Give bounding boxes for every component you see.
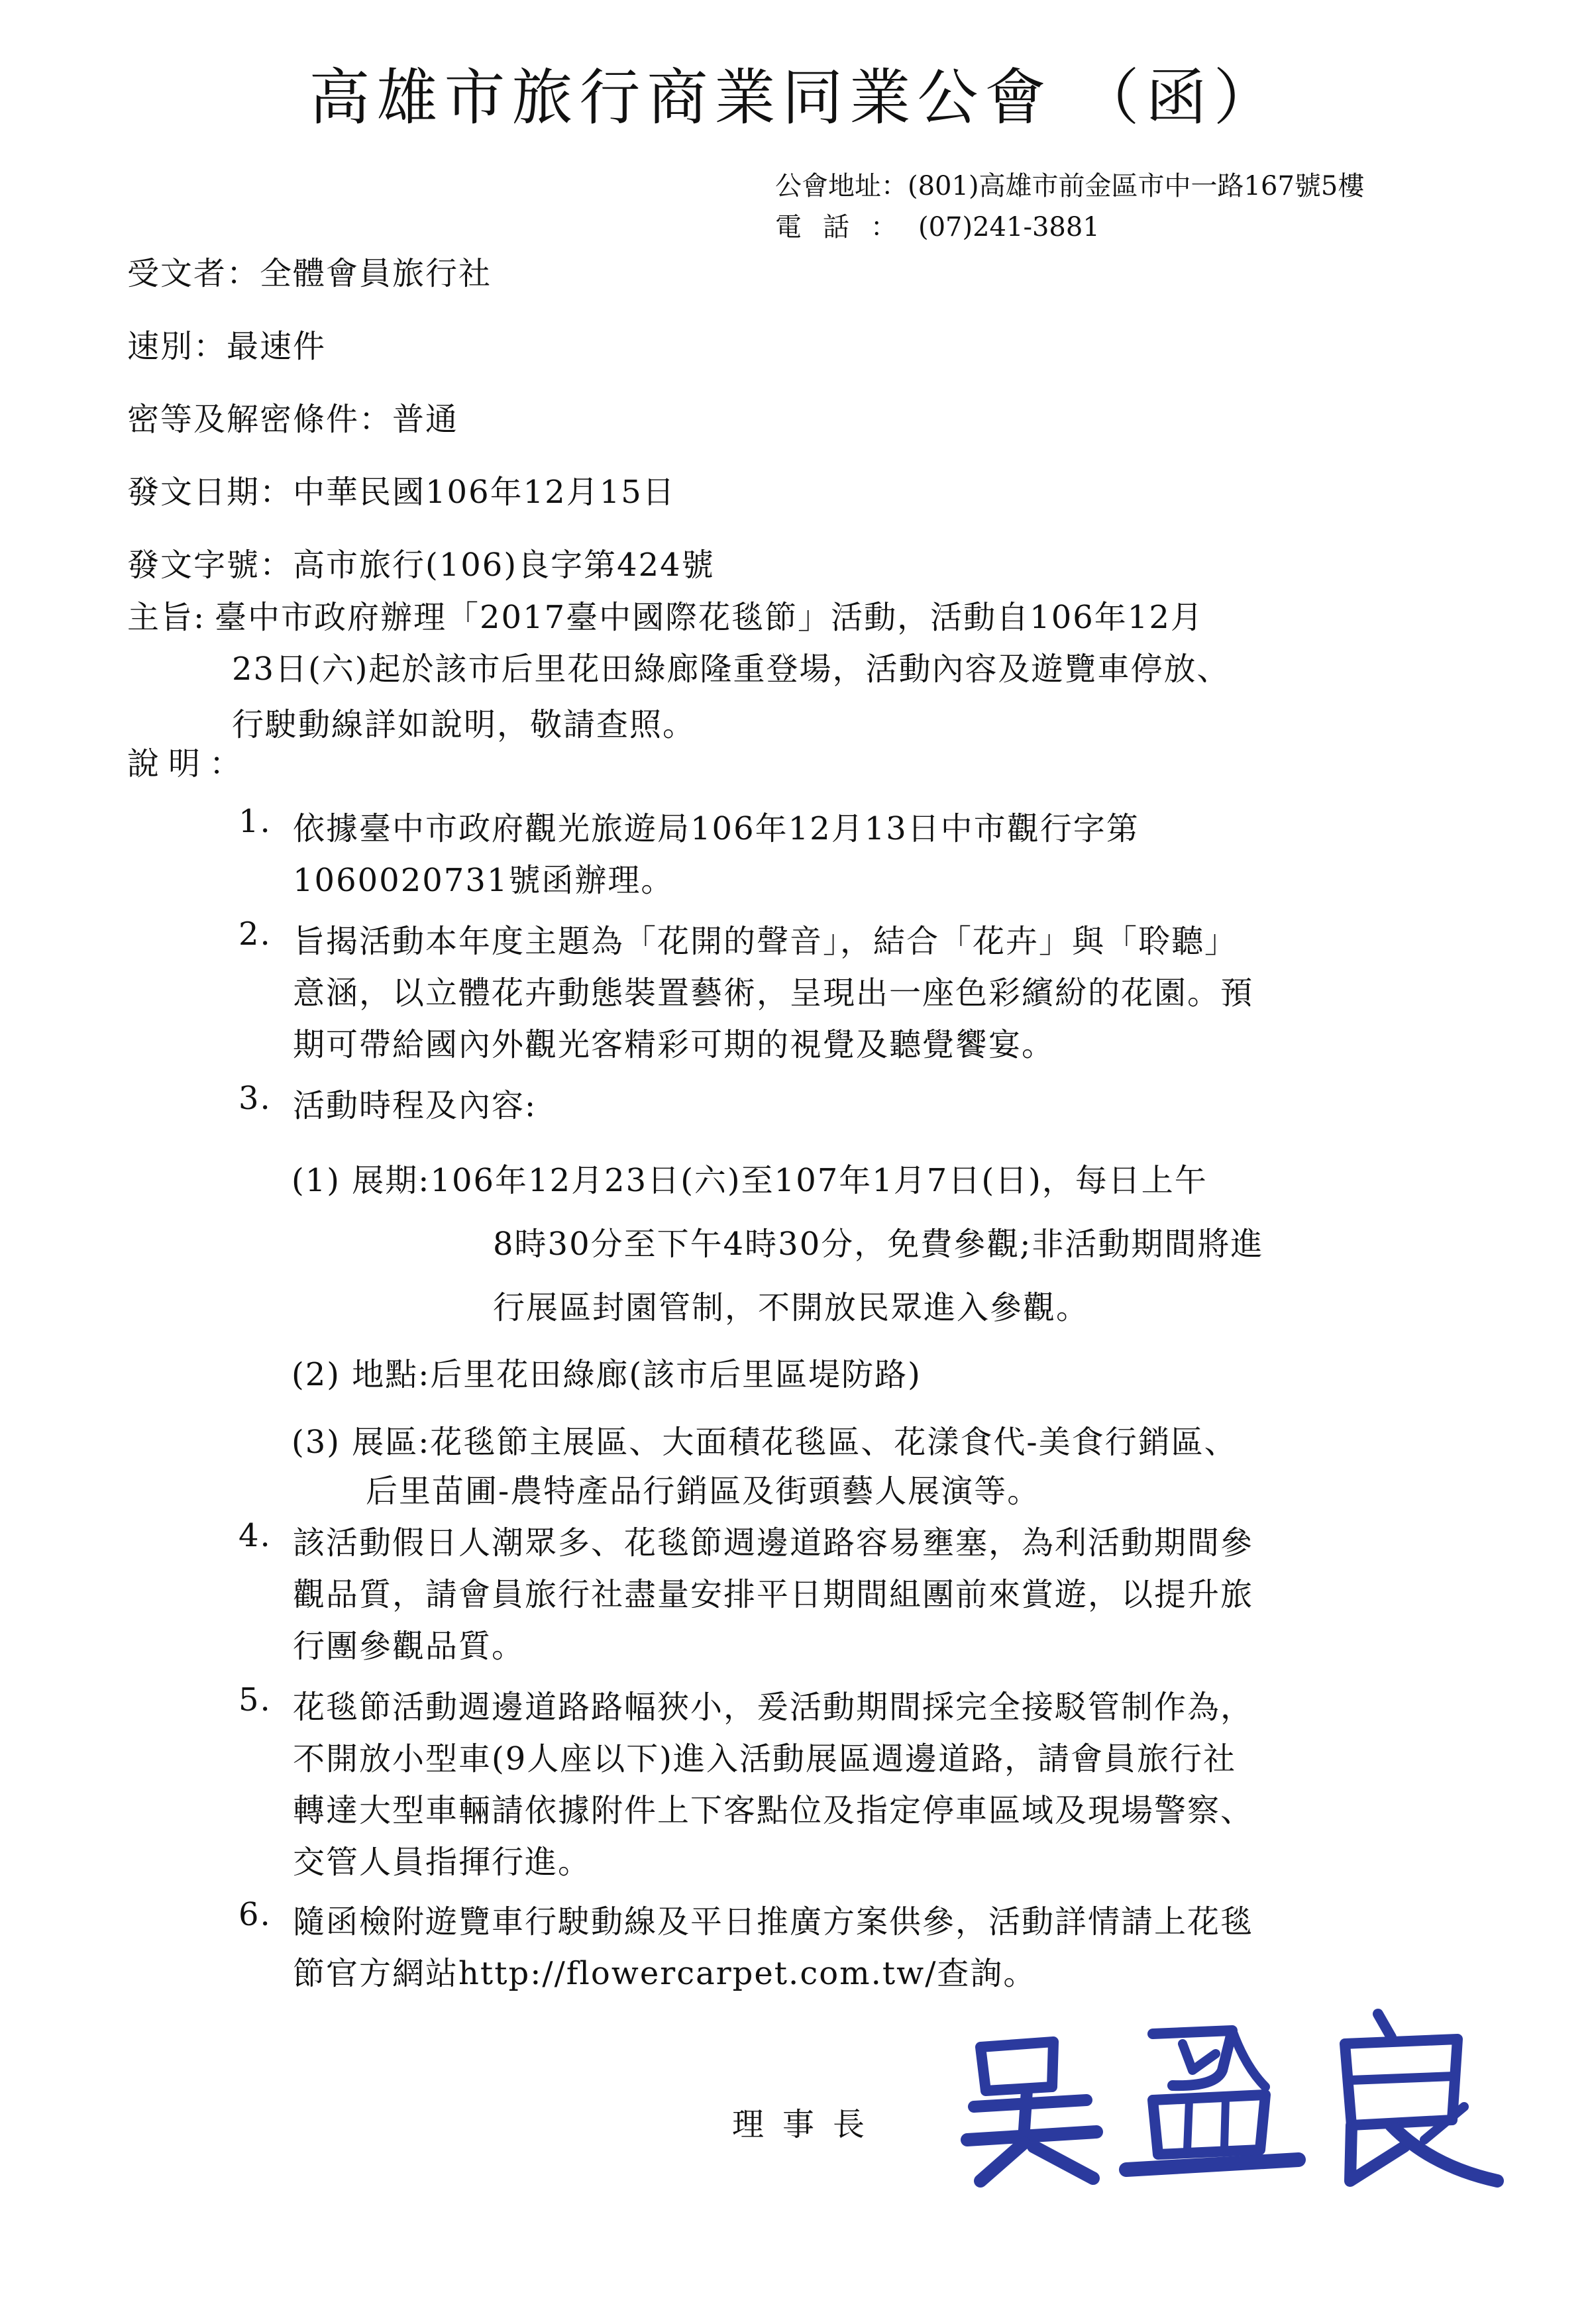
subject-line: 臺中市政府辦理「2017臺中國際花毯節」活動，活動自106年12月 [215,599,1204,636]
explanation-item [238,803,1140,906]
subject-body [215,590,1512,645]
address-row [775,166,1364,207]
item-text [293,1517,1253,1672]
item-number: 2. [238,916,272,953]
letter-title: 高雄市旅行商業同業公會 （函） [309,62,1281,133]
item-number: 1. [238,803,272,840]
item-text [293,916,1253,1071]
item-line: 依據臺中市政府觀光旅遊局106年12月13日中市觀行字第 [293,810,1140,847]
item-line: 行團參觀品質。 [293,1628,525,1665]
doc-number-line: 發文字號：高市旅行(106)良字第424號 [127,547,715,584]
item-text [293,1896,1253,1999]
explanation-item [238,1517,1253,1672]
explanation-item [238,1681,1253,1888]
subitem-line: (1) 展期:106年12月23日(六)至107年1月7日(日)，每日上午 [292,1162,1208,1199]
explanation-item [238,1080,1530,1510]
subitem-line: 8時30分至下午4時30分，免費參觀;非活動期間將進 [493,1226,1264,1263]
phone-row [775,207,1364,248]
item-line: 1060020731號函辦理。 [293,862,674,899]
subject-continuation [232,641,1512,753]
phone-label: 電話： [775,212,918,242]
subitem-line: 行展區封園管制，不開放民眾進入參觀。 [493,1289,1090,1326]
chairman-signature [954,2007,1510,2193]
explanation-label: 說明： [127,745,251,782]
item-number: 6. [238,1896,272,1933]
item-line: 不開放小型車(9人座以下)進入活動展區週邊道路，請會員旅行社 [293,1740,1236,1777]
item-line: 該活動假日人潮眾多、花毯節週邊道路容易壅塞，為利活動期間參 [293,1524,1254,1561]
venue-subitem [292,1349,922,1400]
item-number: 4. [238,1517,272,1554]
item-number: 5. [238,1681,272,1718]
subject-line: 行駛動線詳如說明，敬請查照。 [232,706,696,743]
explanation-item [238,1896,1253,1999]
item-line: 旨揭活動本年度主題為「花開的聲音」，結合「花卉」與「聆聽」 [293,923,1238,960]
item-line: 意涵，以立體花卉動態裝置藝術，呈現出一座色彩繽紛的花園。預 [293,975,1254,1012]
subject-section [127,590,1512,753]
item-number: 3. [238,1080,272,1117]
item-text [293,803,1140,906]
subitem-line: (2) 地點:后里花田綠廊(該市后里區堤防路) [292,1356,922,1393]
item-line: 轉達大型車輛請依據附件上下客點位及指定停車區域及現場警察、 [293,1792,1254,1829]
item-line: 隨函檢附遊覽車行駛動線及平日推廣方案供參，活動詳情請上花毯 [293,1903,1254,1940]
item-line: 花毯節活動週邊道路路幅狹小，爰活動期間採完全接駁管制作為， [293,1689,1254,1726]
item-text [293,1681,1253,1888]
item-text [293,1080,1530,1132]
item-line: 期可帶給國內外觀光客精彩可期的視覺及聽覺饗宴。 [293,1026,1055,1063]
association-contact [775,166,1364,248]
item-line: 交管人員指揮行進。 [293,1844,592,1881]
signature-image [954,2007,1510,2193]
subitem-line: (3) 展區:花毯節主展區、大面積花毯區、花漾食代-美食行銷區、 [292,1424,1238,1461]
classification-line: 密等及解密條件：普通 [127,401,459,438]
address-label: 公會地址： [775,171,908,201]
exhibit-area-subitem [292,1416,1238,1514]
subject-label: 主旨: [127,599,206,636]
item-line: 活動時程及內容: [293,1087,537,1124]
subject-line: 23日(六)起於該市后里花田綠廊隆重登場，活動內容及遊覽車停放、 [232,651,1230,688]
date-line: 發文日期：中華民國106年12月15日 [127,474,676,511]
recipient-line: 受文者：全體會員旅行社 [127,255,492,292]
schedule-subitem [292,1149,1263,1340]
explanation-item [238,916,1253,1071]
item-line: 觀品質，請會員旅行社盡量安排平日期間組團前來賞遊，以提升旅 [293,1576,1254,1613]
subitem-line: 后里苗圃-農特產品行銷區及街頭藝人展演等。 [366,1473,1041,1510]
speed-line: 速別：最速件 [127,328,327,365]
address-value: (801)高雄市前金區市中一路167號5樓 [908,171,1365,201]
phone-value: (07)241-3881 [918,212,1100,242]
chairman-title: 理事長 [732,2106,884,2143]
item-line: 節官方網站http://flowercarpet.com.tw/查詢。 [293,1955,1037,1992]
